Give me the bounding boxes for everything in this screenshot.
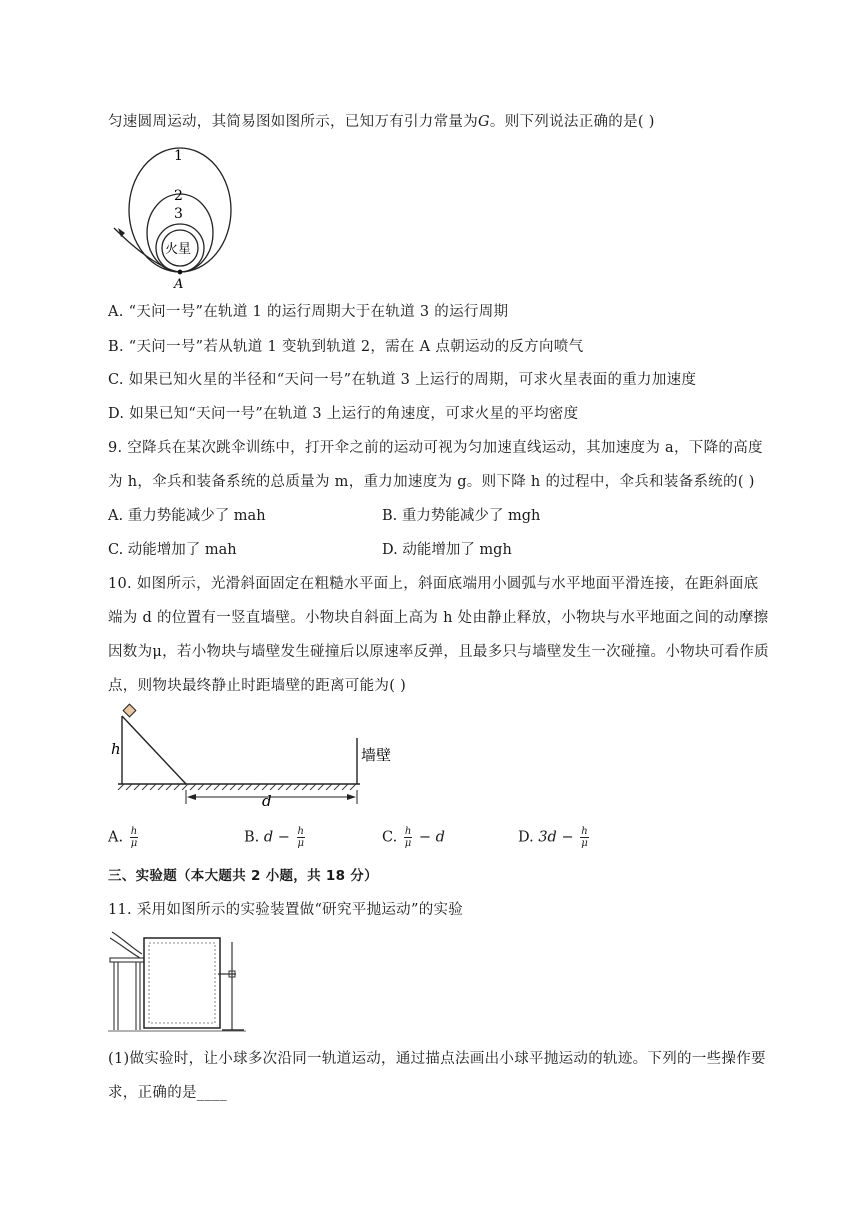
q10-option-b [244, 826, 307, 849]
wall-label: 墙壁 [361, 746, 392, 764]
q8-orbit-figure [108, 142, 238, 290]
q10-line-3: 因数为μ，若小物块与墙壁发生碰撞后以原速率反弹，且最多只与墙壁发生一次碰撞。小物块可看作质 [108, 644, 769, 660]
q10-option-b-term: d − [263, 829, 290, 846]
q9-option-b: B. 重力势能减少了 mgh [382, 508, 541, 524]
fraction-den: μ [297, 838, 305, 849]
q8-stem [108, 112, 655, 132]
table-top [110, 958, 144, 962]
board-frame [144, 938, 220, 1028]
fraction-num: h [404, 826, 412, 837]
q11-sub1-line-1: (1)做实验时，让小球多次沿同一轨道运动，通过描点法画出小球平抛运动的轨迹。下列的一些操作要 [108, 1051, 766, 1067]
fraction-num: h [581, 826, 588, 837]
d-arrow-left [187, 794, 196, 800]
point-a-dot [178, 270, 183, 275]
q8-option-b: B. “天问一号”若从轨道 1 变轨到轨道 2，需在 A 点朝运动的反方向喷气 [108, 339, 584, 355]
q10-incline-figure [108, 702, 408, 814]
point-a-label: A [174, 277, 184, 290]
incline-slope [122, 716, 186, 784]
q10-line-2: 端为 d 的位置有一竖直墙壁。小物块自斜面上高为 h 处由静止释放，小物块与水平地面之间的动摩擦 [108, 610, 769, 626]
d-arrow-right [347, 794, 356, 800]
q10-option-c-letter: C. [382, 829, 398, 846]
q8-stem-text: 匀速圆周运动，其简易图如图所示，已知万有引力常量为 [108, 114, 478, 130]
q8-const-g: G [478, 114, 490, 130]
h-label: h [111, 740, 121, 758]
q11-sub1-line-2: 求，正确的是____ [108, 1085, 227, 1101]
q9-line-1: 9. 空降兵在某次跳伞训练中，打开伞之前的运动可视为匀加速直线运动，其加速度为 a，下降的高度 [108, 440, 763, 456]
q10-option-a [108, 826, 140, 849]
chute-track [112, 932, 142, 954]
mars-label: 火星 [165, 242, 192, 257]
fraction [297, 826, 306, 849]
fraction-num: h [130, 826, 138, 837]
q10-option-d [518, 826, 591, 849]
q10-line-4: 点，则物块最终静止时距墙壁的距离可能为( ) [108, 678, 407, 694]
q9-option-a: A. 重力势能减少了 mah [108, 508, 266, 524]
q10-option-c [382, 826, 445, 849]
block [123, 704, 136, 717]
q8-option-a: A. “天问一号”在轨道 1 的运行周期大于在轨道 3 的运行周期 [108, 304, 509, 320]
q9-option-c: C. 动能增加了 mah [108, 542, 237, 558]
q10-option-c-term: − d [418, 829, 445, 846]
q9-option-d: D. 动能增加了 mgh [382, 542, 512, 558]
q9-line-2: 为 h，伞兵和装备系统的总质量为 m，重力加速度为 g。则下降 h 的过程中，伞兵和装备系统的( ) [108, 474, 755, 490]
fraction-num: h [297, 826, 304, 837]
q10-option-d-term: 3d − [538, 829, 574, 846]
fraction [580, 826, 589, 849]
q11-line-1: 11. 采用如图所示的实验装置做“研究平抛运动”的实验 [108, 902, 464, 918]
fraction-den: μ [581, 838, 588, 849]
fraction [130, 826, 139, 849]
q10-option-b-letter: B. [244, 829, 260, 846]
fraction [404, 826, 413, 849]
fraction-den: μ [130, 838, 138, 849]
q8-stem-end: 。则下列说法正确的是( ) [489, 114, 655, 130]
q11-apparatus-figure [108, 928, 248, 1034]
fraction-den: μ [404, 838, 412, 849]
orbit-1-label: 1 [174, 148, 183, 164]
q8-option-c: C. 如果已知火星的半径和“天问一号”在轨道 3 上运行的周期，可求火星表面的重力加速度 [108, 372, 697, 388]
q10-option-a-letter: A. [108, 829, 124, 846]
q8-option-d: D. 如果已知“天问一号”在轨道 3 上运行的角速度，可求火星的平均密度 [108, 406, 579, 422]
orbit-3-label: 3 [174, 206, 183, 222]
ground-hatching [118, 784, 356, 790]
q10-line-1: 10. 如图所示，光滑斜面固定在粗糙水平面上，斜面底端用小圆弧与水平地面平滑连接，在距斜面底 [108, 576, 759, 592]
d-label: d [262, 792, 272, 810]
section-title: 三、实验题（本大题共 2 小题，共 18 分） [108, 868, 378, 884]
q10-option-d-letter: D. [518, 829, 534, 846]
orbit-2-label: 2 [174, 188, 183, 204]
